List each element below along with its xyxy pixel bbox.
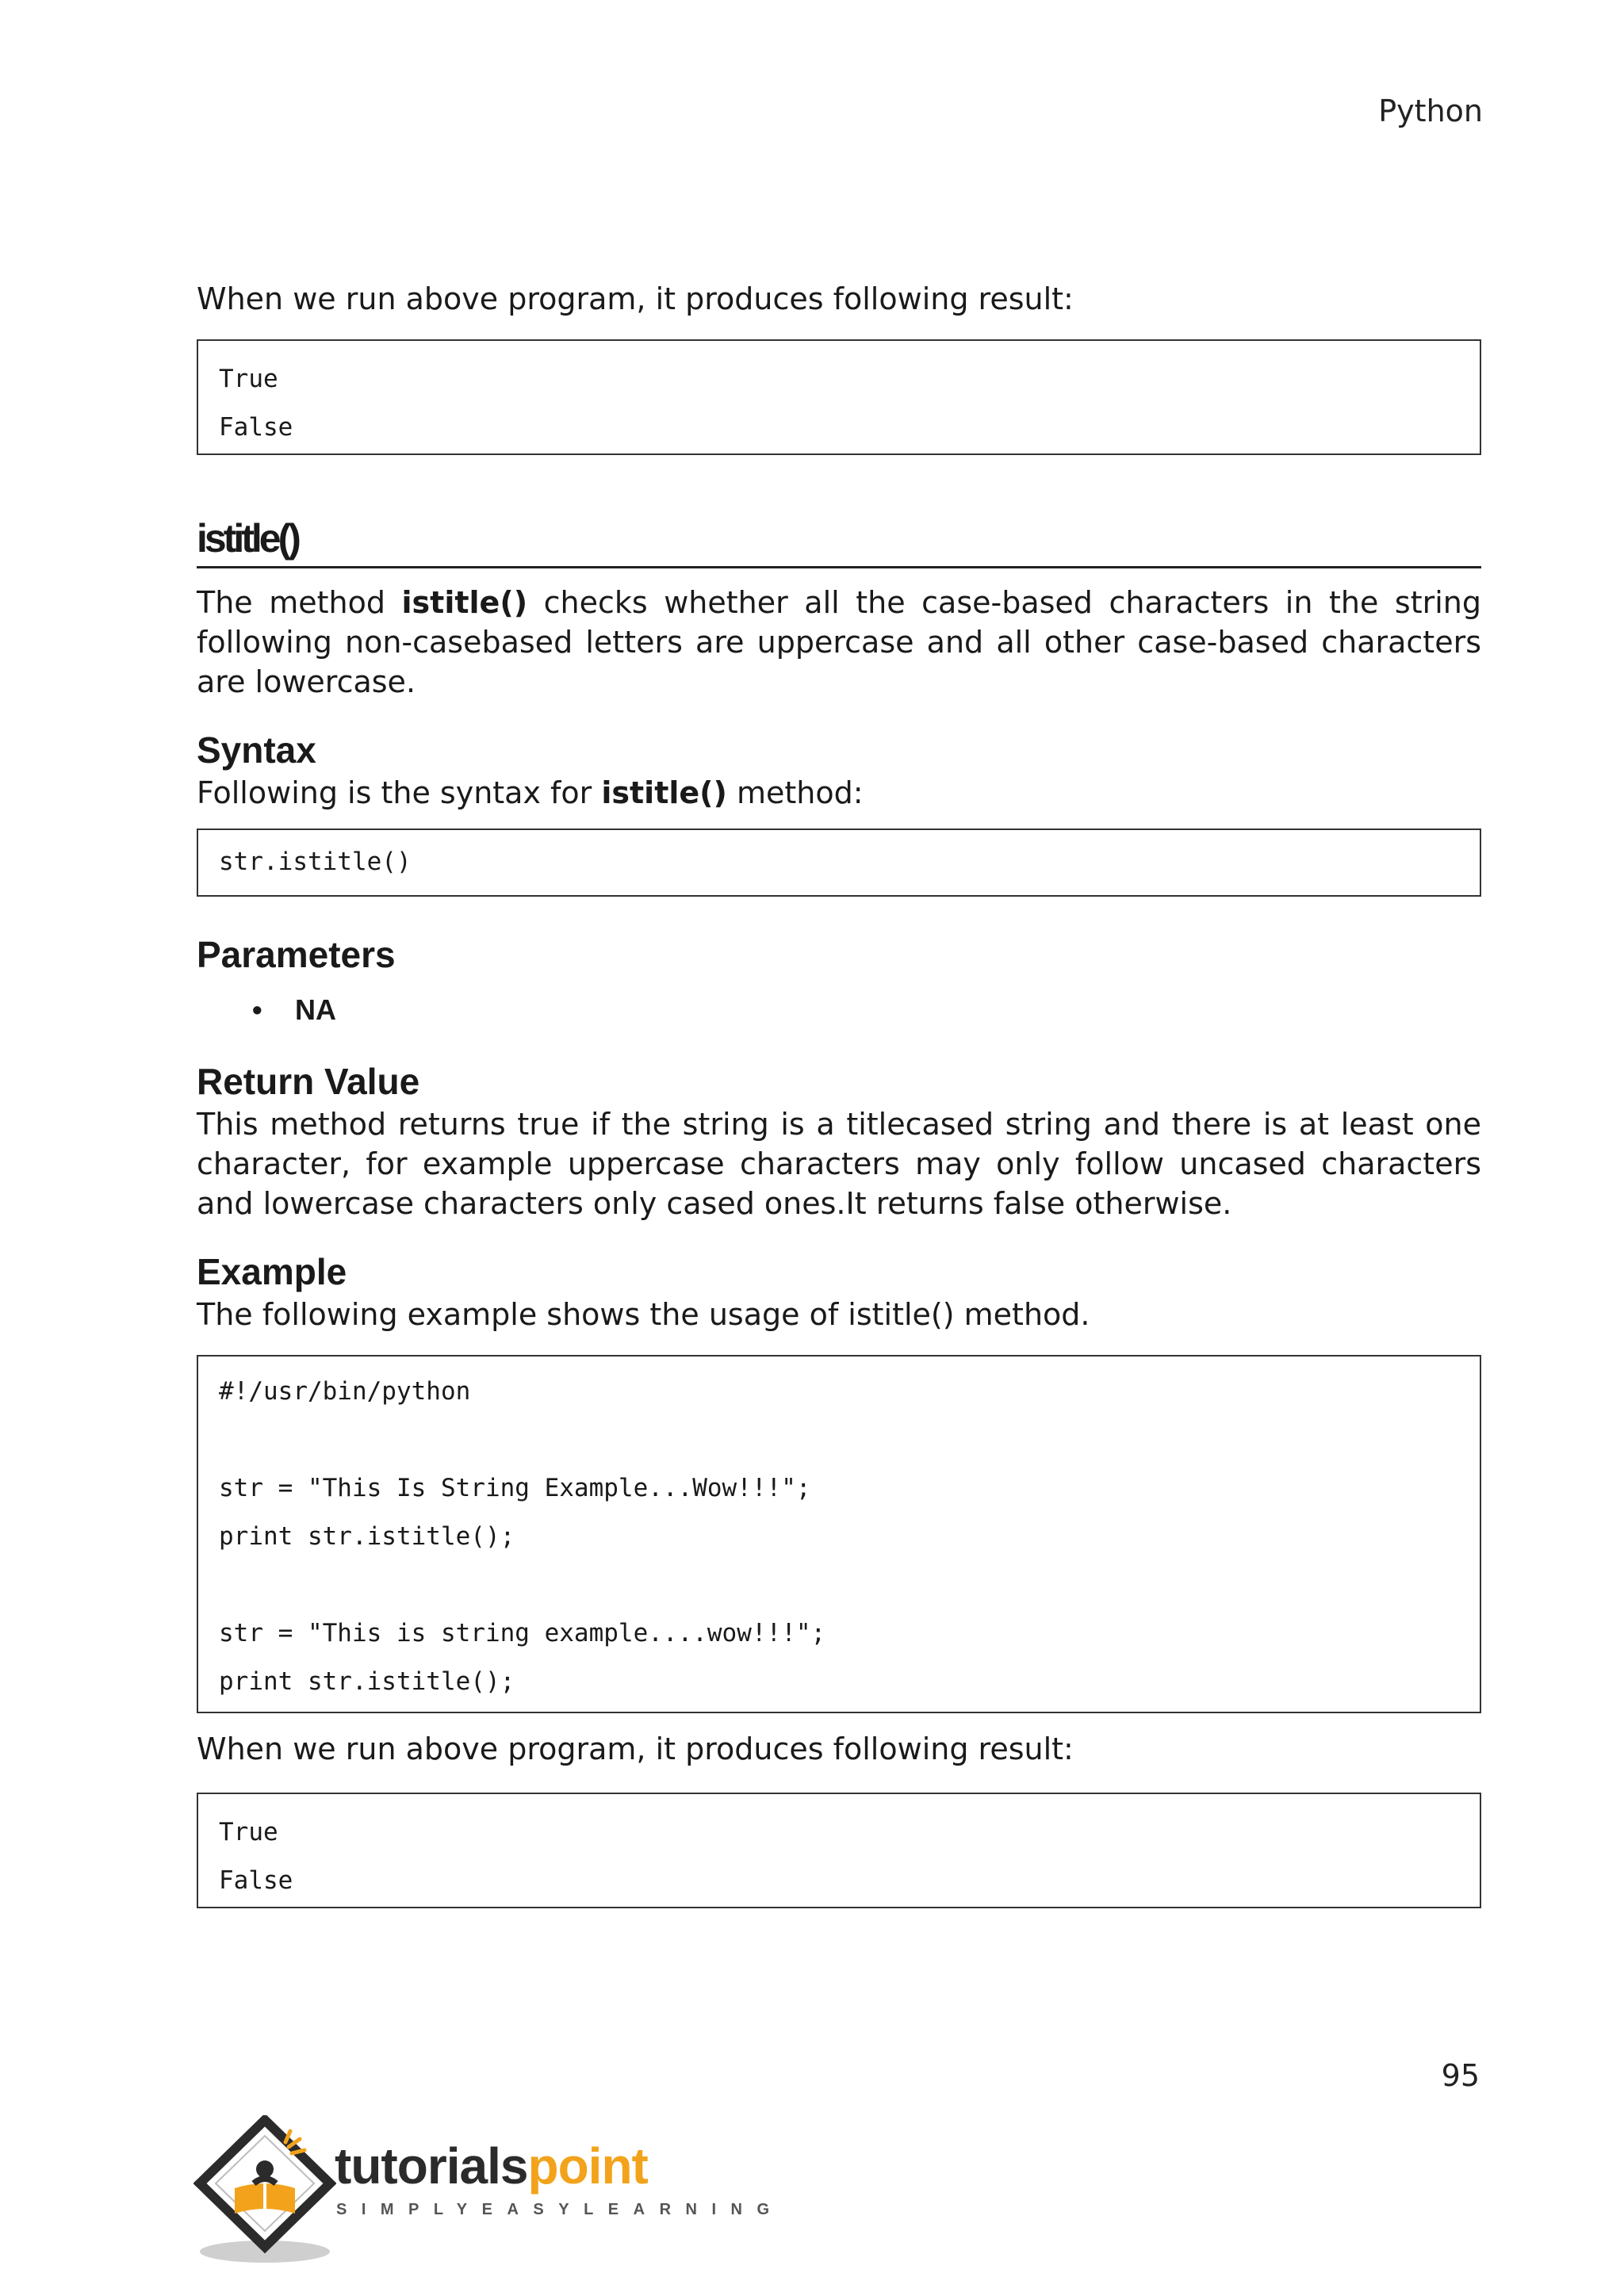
syntax-heading: Syntax bbox=[197, 729, 316, 771]
code-line: str = "This is string example....wow!!!"; bbox=[219, 1619, 826, 1647]
code-line-blank bbox=[219, 1416, 1459, 1464]
syntax-text bbox=[197, 773, 1481, 813]
syntax-text-before: Following is the syntax for bbox=[197, 775, 602, 810]
parameters-heading: Parameters bbox=[197, 934, 396, 975]
example-text: The following example shows the usage of istitle() method. bbox=[197, 1297, 1090, 1332]
logo-word-2: point bbox=[527, 2137, 648, 2195]
code-line: print str.istitle(); bbox=[219, 1667, 515, 1696]
result-line: False bbox=[219, 413, 293, 442]
parameters-list bbox=[197, 990, 1481, 1030]
logo-diamond-icon bbox=[193, 2115, 336, 2266]
example-heading: Example bbox=[197, 1251, 347, 1292]
result-line: True bbox=[219, 1818, 278, 1846]
code-line: print str.istitle(); bbox=[219, 1522, 515, 1551]
example-code-box bbox=[197, 1355, 1481, 1713]
section-heading: istitle() bbox=[197, 511, 1481, 568]
intro-text: When we run above program, it produces following result: bbox=[197, 281, 1074, 316]
section-description bbox=[197, 583, 1481, 702]
code-line: #!/usr/bin/python bbox=[219, 1377, 471, 1406]
page-number: 95 bbox=[1441, 2058, 1480, 2093]
description-method: istitle() bbox=[401, 585, 528, 620]
parameter-label: NA bbox=[295, 993, 336, 1026]
logo-wordmark bbox=[335, 2137, 648, 2195]
syntax-text-after: method: bbox=[726, 775, 864, 810]
description-after: checks whether all the case-based characters in the string following non-casebased letters are uppercase and all other case-based characters are lowercase. bbox=[197, 585, 1481, 699]
result-box-1 bbox=[197, 339, 1481, 455]
syntax-code-box bbox=[197, 828, 1481, 897]
syntax-method: istitle() bbox=[601, 775, 727, 810]
result-line: False bbox=[219, 1866, 293, 1895]
parameter-item bbox=[197, 990, 1481, 1030]
syntax-code-line: str.istitle() bbox=[219, 848, 412, 876]
tutorialspoint-logo bbox=[193, 2115, 784, 2266]
logo-tagline: SIMPLYEASYLEARNING bbox=[336, 2201, 784, 2218]
return-value-text: This method returns true if the string is a titlecased string and there is at least one character, for example uppercase characters may only follow uncased characters and lowercase characters only cased ones.It returns false otherwise. bbox=[197, 1107, 1481, 1221]
result-text-2: When we run above program, it produces following result: bbox=[197, 1732, 1074, 1766]
result-box-2 bbox=[197, 1793, 1481, 1908]
code-line: str = "This Is String Example...Wow!!!"; bbox=[219, 1474, 811, 1502]
running-header: Python bbox=[1378, 94, 1483, 128]
logo-word-1: tutorials bbox=[335, 2137, 528, 2195]
code-line-blank bbox=[219, 1561, 1459, 1609]
page-content bbox=[197, 279, 1481, 1908]
return-value-heading: Return Value bbox=[197, 1061, 420, 1102]
description-before: The method bbox=[197, 585, 402, 620]
result-line: True bbox=[219, 365, 278, 393]
bullet-icon: • bbox=[252, 993, 262, 1026]
